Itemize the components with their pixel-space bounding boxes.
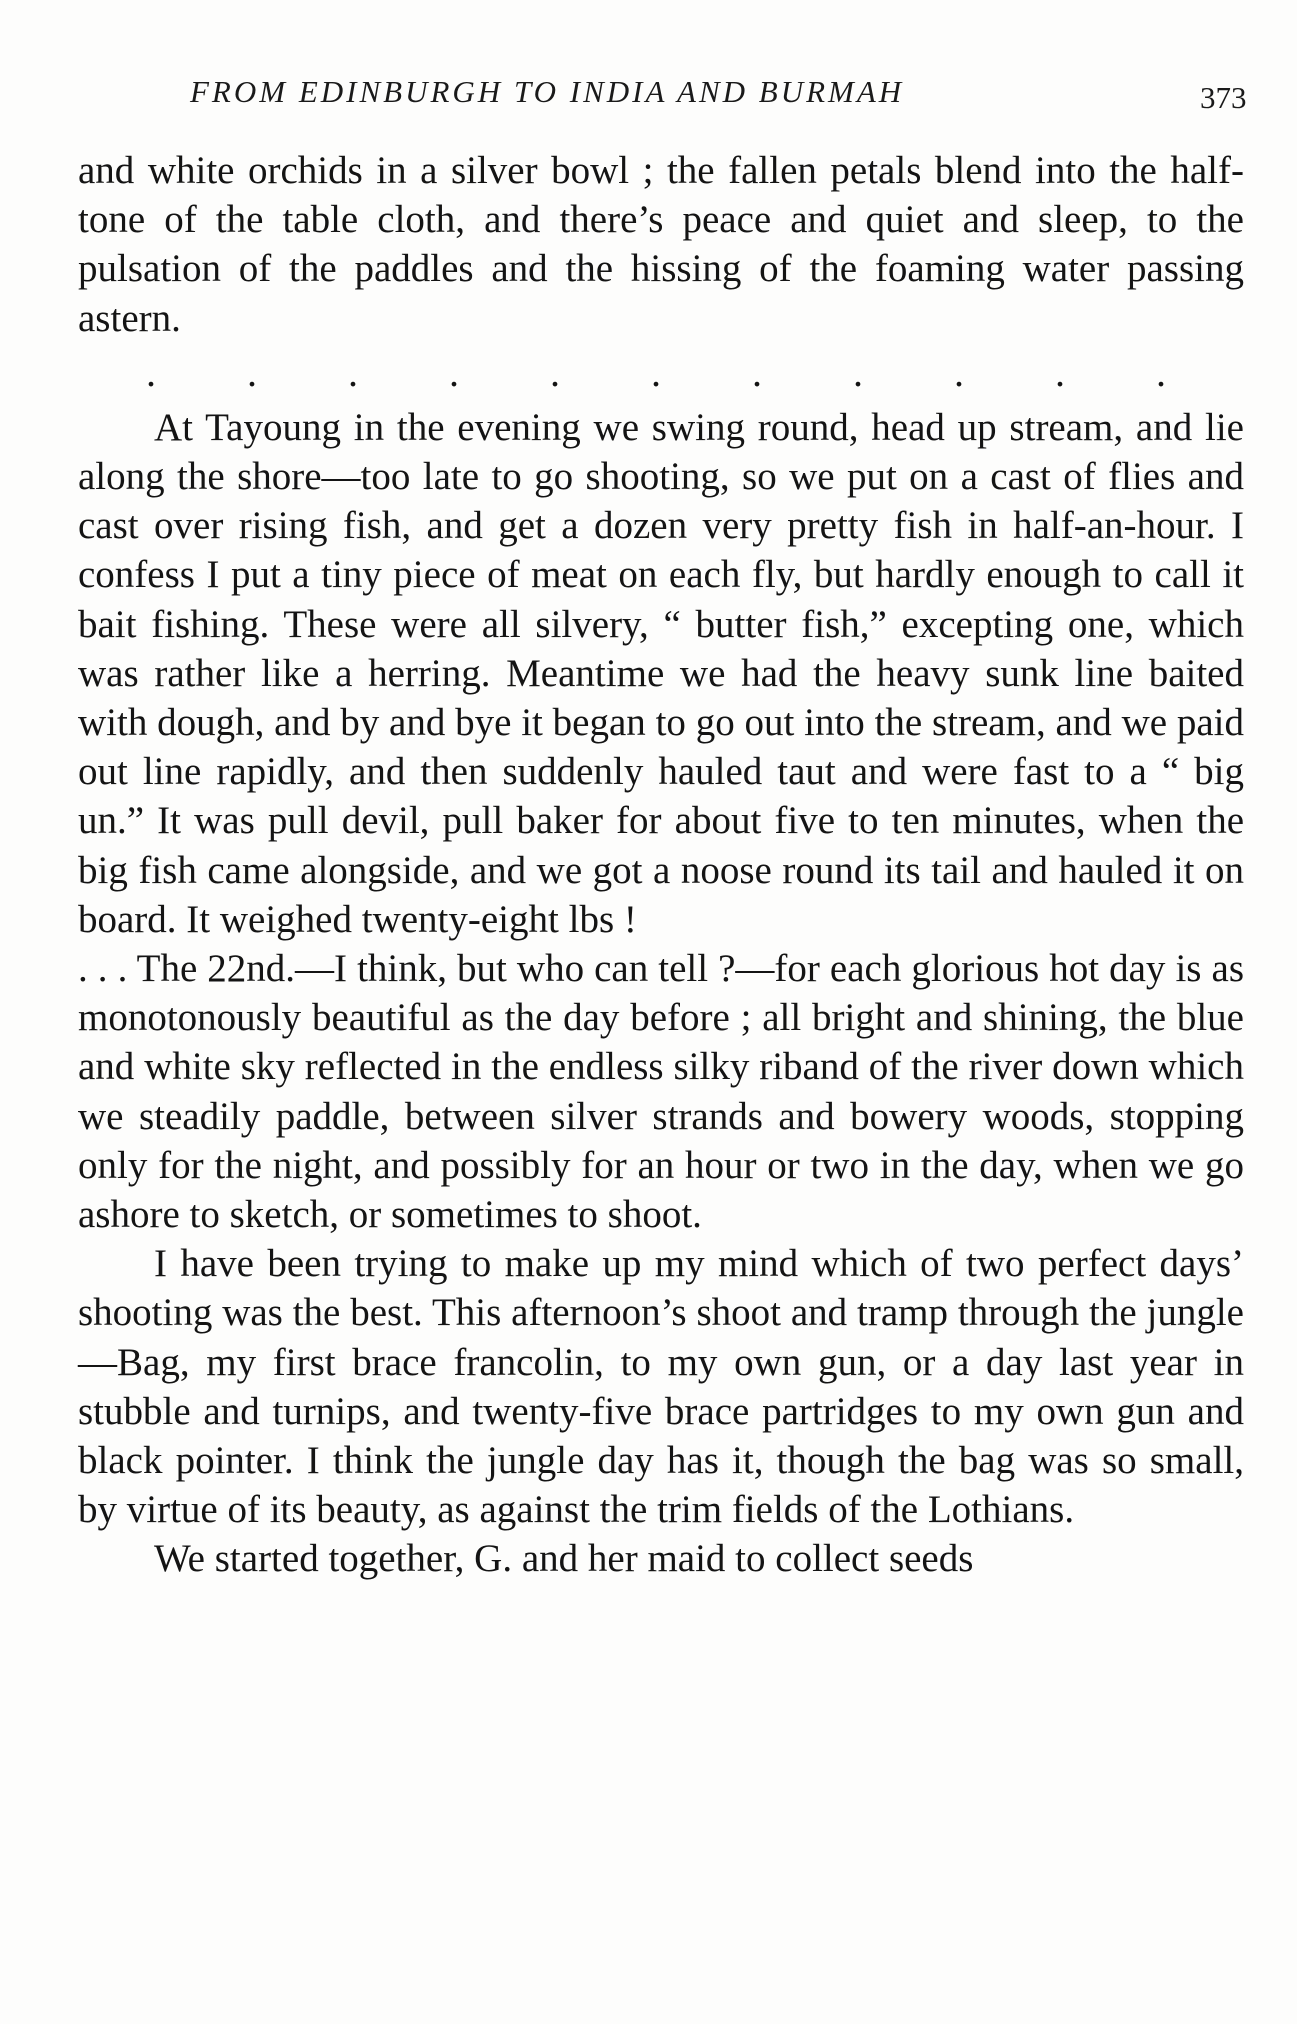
section-break-dot: . xyxy=(752,349,762,395)
section-break-dot: . xyxy=(550,349,560,395)
section-break-dot: . xyxy=(1156,349,1166,395)
body-text xyxy=(78,146,1244,1584)
running-title: FROM EDINBURGH TO INDIA AND BURMAH xyxy=(190,74,905,109)
paragraph-tayoung: At Tayoung in the evening we swing round, head up stream, and lie along the shore—too late to go shooting, so we put on a cast of flies and cast over rising fish, and get a dozen very pretty fish in half-an-hour. I confess I put a tiny piece of meat on each fly, but hardly enough to call it bait fishing. These were all silvery, “ butter fish,” excepting one, which was rather like a herring. Meantime we had the heavy sunk line baited with dough, and by and bye it began to go out into the stream, and we paid out line rapidly, and then suddenly hauled taut and were fast to a “ big un.” It was pull devil, pull baker for about five to ten minutes, when the big fish came alongside, and we got a noose round its tail and hauled it on board. It weighed twenty-eight lbs ! xyxy=(78,405,1244,941)
section-break-dot: . xyxy=(1055,349,1065,395)
paragraph-22nd: . . . The 22nd.—I think, but who can tell ?—for each glorious hot day is as monotonously beautiful as the day before ; all bright and shining, the blue and white sky reflected in the endless silky riband of the river down which we steadily paddle, between silver strands and bowery woods, stopping only for the night, and possibly for an hour or two in the day, when we go ashore to sketch, or sometimes to shoot. xyxy=(78,947,1244,1237)
section-break-dot: . xyxy=(853,349,863,395)
paragraph-shooting: I have been trying to make up my mind which of two perfect days’ shooting was the best. This afternoon’s shoot and tramp through the jungle—Bag, my first brace francolin, to my own gun, or a day last year in stubble and turnips, and twenty-five brace partridges to my own gun and black pointer. I think the jungle day has it, though the bag was so small, by virtue of its beauty, as against the trim fields of the Lothians. xyxy=(78,1242,1244,1532)
section-break-dot: . xyxy=(449,349,459,395)
section-break-dot: . xyxy=(954,349,964,395)
paragraph-started: We started together, G. and her maid to collect seeds xyxy=(154,1537,974,1581)
section-break xyxy=(78,343,1244,403)
section-break-dot: . xyxy=(348,349,358,395)
section-break-dot: . xyxy=(247,349,257,395)
page-number: 373 xyxy=(1200,80,1247,115)
section-break-dot: . xyxy=(651,349,661,395)
paragraph-orchids: and white orchids in a silver bowl ; the fallen petals blend into the half-tone of the table cloth, and there’s peace and quiet and sleep, to the pulsation of the paddles and the hissing of the foaming water passing astern. xyxy=(78,149,1244,340)
section-break-dot: . xyxy=(146,349,156,395)
